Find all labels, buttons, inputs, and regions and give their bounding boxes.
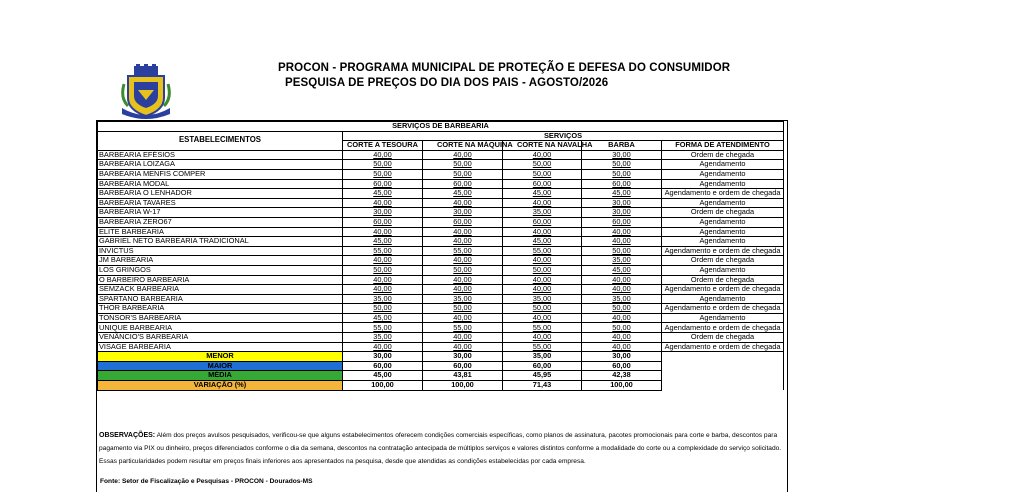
price-cell: 50,00 — [503, 169, 582, 179]
coat-of-arms-logo-icon — [120, 64, 172, 120]
summary-row — [98, 371, 784, 381]
price-cell: 50,00 — [343, 265, 423, 275]
service-mode: Agendamento — [662, 265, 784, 275]
price-cell: 50,00 — [423, 160, 503, 170]
establishment-name: BARBEARIA EFÉSIOS — [98, 150, 343, 160]
page-title: PROCON - PROGRAMA MUNICIPAL DE PROTEÇÃO E DEFESA DO CONSUMIDOR — [278, 62, 731, 74]
price-cell: 40,00 — [503, 333, 582, 343]
price-cell: 50,00 — [582, 169, 662, 179]
price-cell: 60,00 — [582, 179, 662, 189]
summary-value: 35,00 — [503, 352, 582, 362]
summary-value: 100,00 — [423, 381, 503, 391]
price-cell: 40,00 — [582, 342, 662, 352]
establishment-name: THOR BARBEARIA — [98, 304, 343, 314]
table-row — [98, 285, 784, 295]
price-cell: 60,00 — [582, 217, 662, 227]
establishment-name: BARBEARIA TAVARES — [98, 198, 343, 208]
establishment-name: UNIQUE BARBEARIA — [98, 323, 343, 333]
table-row — [98, 323, 784, 333]
price-cell: 50,00 — [343, 304, 423, 314]
price-cell: 50,00 — [582, 304, 662, 314]
summary-value: 30,00 — [343, 352, 423, 362]
establishment-name: GABRIEL NETO BARBEARIA TRADICIONAL — [98, 237, 343, 247]
price-cell: 35,00 — [423, 294, 503, 304]
table-row — [98, 217, 784, 227]
price-cell: 55,00 — [503, 342, 582, 352]
service-mode: Ordem de chegada — [662, 150, 784, 160]
table-row — [98, 237, 784, 247]
price-cell: 40,00 — [343, 150, 423, 160]
price-cell: 40,00 — [582, 275, 662, 285]
establishment-name: BARBEARIA LOIZAGA — [98, 160, 343, 170]
establishment-name: VISAGE BARBEARIA — [98, 342, 343, 352]
price-cell: 50,00 — [582, 160, 662, 170]
price-cell: 40,00 — [343, 342, 423, 352]
summary-label: MÉDIA — [98, 371, 343, 381]
price-cell: 40,00 — [343, 256, 423, 266]
observations-text: Além dos preços avulsos pesquisados, verificou-se que alguns estabelecimentos oferecem condições comerciais específicas, como planos de assinatura, pacotes promocionais para corte e barba, descontos para pagamento via PIX ou dinheiro, preços diferenciados conforme o dia da semana, descontos na contratação antecipada de múltiplos serviços e valores distintos conforme a modalidade do corte ou a complexidade do serviço solicitado. Essas particularidades podem resultar em preços finais inferiores aos apresentados na pesquisa, desde que atendidas as condições estabelecidas por cada empresa. — [99, 432, 782, 465]
price-cell: 40,00 — [423, 275, 503, 285]
price-cell: 55,00 — [343, 246, 423, 256]
establishment-name: VENÂNCIO'S BARBEARIA — [98, 333, 343, 343]
price-cell: 50,00 — [343, 169, 423, 179]
price-cell: 40,00 — [503, 275, 582, 285]
establishment-name: BARBEARIA MODAL — [98, 179, 343, 189]
service-mode: Agendamento e ordem de chegada — [662, 285, 784, 295]
price-cell: 40,00 — [582, 237, 662, 247]
price-cell: 40,00 — [423, 333, 503, 343]
footer-source: Fonte: Setor de Fiscalização e Pesquisas - PROCON - Dourados-MS — [100, 478, 313, 485]
table-row — [98, 256, 784, 266]
price-cell: 35,00 — [503, 294, 582, 304]
table-row — [98, 169, 784, 179]
establishment-name: BARBEARIA ZERO67 — [98, 217, 343, 227]
service-mode: Agendamento — [662, 198, 784, 208]
price-cell: 40,00 — [343, 275, 423, 285]
price-cell: 30,00 — [582, 150, 662, 160]
service-mode: Agendamento e ordem de chegada — [662, 304, 784, 314]
price-cell: 45,00 — [343, 237, 423, 247]
establishment-name: SEMZACK BARBEARIA — [98, 285, 343, 295]
service-mode: Ordem de chegada — [662, 256, 784, 266]
price-cell: 50,00 — [423, 304, 503, 314]
table-row — [98, 304, 784, 314]
col-header: FORMA DE ATENDIMENTO — [662, 141, 784, 151]
observations — [99, 429, 783, 468]
service-mode: Ordem de chegada — [662, 208, 784, 218]
price-cell: 40,00 — [423, 313, 503, 323]
price-cell: 60,00 — [343, 179, 423, 189]
service-mode: Agendamento e ordem de chegada — [662, 189, 784, 199]
establishment-name: LOS GRINGOS — [98, 265, 343, 275]
price-cell: 45,00 — [503, 189, 582, 199]
price-cell: 55,00 — [423, 323, 503, 333]
price-cell: 50,00 — [582, 246, 662, 256]
price-cell: 40,00 — [582, 313, 662, 323]
summary-blank — [662, 352, 784, 362]
service-mode: Agendamento e ordem de chegada — [662, 246, 784, 256]
price-cell: 50,00 — [343, 160, 423, 170]
summary-value: 60,00 — [582, 361, 662, 371]
service-mode: Agendamento — [662, 237, 784, 247]
price-cell: 55,00 — [343, 323, 423, 333]
summary-value: 45,00 — [343, 371, 423, 381]
price-cell: 50,00 — [582, 323, 662, 333]
price-table — [97, 121, 784, 391]
price-cell: 40,00 — [343, 198, 423, 208]
price-cell: 40,00 — [343, 227, 423, 237]
establishment-name: BARBEARIA O LENHADOR — [98, 189, 343, 199]
price-cell: 55,00 — [503, 246, 582, 256]
price-cell: 35,00 — [503, 208, 582, 218]
price-cell: 40,00 — [423, 150, 503, 160]
summary-value: 60,00 — [423, 361, 503, 371]
service-mode: Agendamento — [662, 227, 784, 237]
service-mode: Agendamento — [662, 217, 784, 227]
col-header: CORTE A TESOURA — [343, 141, 423, 151]
table-row — [98, 198, 784, 208]
summary-value: 71,43 — [503, 381, 582, 391]
summary-label: VARIAÇÃO (%) — [98, 381, 343, 391]
price-cell: 50,00 — [423, 265, 503, 275]
table-row — [98, 333, 784, 343]
price-cell: 40,00 — [503, 285, 582, 295]
table-row — [98, 160, 784, 170]
table-row — [98, 189, 784, 199]
summary-value: 60,00 — [343, 361, 423, 371]
price-cell: 30,00 — [582, 198, 662, 208]
table-row — [98, 313, 784, 323]
summary-blank — [662, 361, 784, 371]
summary-value: 100,00 — [343, 381, 423, 391]
establishment-name: SPARTANO BARBEARIA — [98, 294, 343, 304]
service-mode: Ordem de chegada — [662, 333, 784, 343]
price-cell: 60,00 — [503, 217, 582, 227]
price-cell: 45,00 — [503, 237, 582, 247]
service-mode: Ordem de chegada — [662, 275, 784, 285]
price-cell: 30,00 — [343, 208, 423, 218]
price-cell: 40,00 — [503, 256, 582, 266]
price-cell: 50,00 — [503, 265, 582, 275]
table-row — [98, 179, 784, 189]
price-cell: 30,00 — [423, 208, 503, 218]
table-row — [98, 265, 784, 275]
summary-value: 30,00 — [423, 352, 503, 362]
summary-row — [98, 352, 784, 362]
summary-label: MAIOR — [98, 361, 343, 371]
report-frame — [96, 120, 788, 492]
table-row — [98, 246, 784, 256]
price-cell: 45,00 — [582, 189, 662, 199]
price-cell: 45,00 — [423, 189, 503, 199]
price-cell: 40,00 — [423, 256, 503, 266]
price-cell: 40,00 — [423, 285, 503, 295]
establishment-name: JM BARBEARIA — [98, 256, 343, 266]
price-cell: 35,00 — [343, 333, 423, 343]
establishment-name: BARBEARIA W-17 — [98, 208, 343, 218]
service-mode: Agendamento — [662, 160, 784, 170]
price-cell: 30,00 — [582, 208, 662, 218]
price-cell: 55,00 — [503, 323, 582, 333]
service-mode: Agendamento e ordem de chegada — [662, 342, 784, 352]
price-cell: 35,00 — [343, 294, 423, 304]
price-cell: 50,00 — [423, 169, 503, 179]
price-cell: 50,00 — [503, 304, 582, 314]
price-cell: 40,00 — [423, 227, 503, 237]
service-mode: Agendamento e ordem de chegada — [662, 323, 784, 333]
price-cell: 35,00 — [582, 256, 662, 266]
price-cell: 40,00 — [503, 313, 582, 323]
price-cell: 40,00 — [503, 150, 582, 160]
col-header-services: SERVIÇOS — [343, 131, 784, 141]
summary-blank — [662, 381, 784, 391]
price-cell: 60,00 — [343, 217, 423, 227]
summary-value: 42,38 — [582, 371, 662, 381]
summary-value: 100,00 — [582, 381, 662, 391]
price-cell: 40,00 — [423, 342, 503, 352]
price-cell: 40,00 — [343, 285, 423, 295]
table-row — [98, 208, 784, 218]
table-row — [98, 275, 784, 285]
page-subtitle: PESQUISA DE PREÇOS DO DIA DOS PAIS - AGOSTO/2026 — [285, 77, 609, 89]
summary-label: MENOR — [98, 352, 343, 362]
table-row — [98, 342, 784, 352]
col-header: CORTE NA NAVALHA — [503, 141, 582, 151]
price-cell: 45,00 — [582, 265, 662, 275]
price-cell: 40,00 — [423, 198, 503, 208]
table-row — [98, 150, 784, 160]
price-cell: 40,00 — [582, 285, 662, 295]
col-header: CORTE NA MÁQUINA — [423, 141, 503, 151]
summary-value: 60,00 — [503, 361, 582, 371]
price-cell: 60,00 — [503, 179, 582, 189]
price-cell: 40,00 — [503, 198, 582, 208]
price-cell: 35,00 — [582, 294, 662, 304]
summary-row — [98, 361, 784, 371]
table-title: SERVIÇOS DE BARBEARIA — [98, 122, 784, 132]
price-cell: 40,00 — [423, 237, 503, 247]
price-cell: 45,00 — [343, 313, 423, 323]
table-row — [98, 227, 784, 237]
summary-value: 43,81 — [423, 371, 503, 381]
col-header: BARBA — [582, 141, 662, 151]
price-cell: 60,00 — [423, 179, 503, 189]
establishment-name: INVICTUS — [98, 246, 343, 256]
observations-label: OBSERVAÇÕES: — [99, 432, 156, 439]
summary-value: 45,95 — [503, 371, 582, 381]
price-cell: 40,00 — [503, 227, 582, 237]
table-row — [98, 294, 784, 304]
price-cell: 50,00 — [503, 160, 582, 170]
service-mode: Agendamento — [662, 313, 784, 323]
col-header-establishments: ESTABELECIMENTOS — [98, 131, 343, 150]
establishment-name: O BARBEIRO BARBEARIA — [98, 275, 343, 285]
price-cell: 60,00 — [423, 217, 503, 227]
summary-row — [98, 381, 784, 391]
establishment-name: TONSOR'S BARBEARIA — [98, 313, 343, 323]
summary-blank — [662, 371, 784, 381]
price-cell: 55,00 — [423, 246, 503, 256]
establishment-name: ELITE BARBEARIA — [98, 227, 343, 237]
service-mode: Agendamento — [662, 169, 784, 179]
service-mode: Agendamento — [662, 294, 784, 304]
service-mode: Agendamento — [662, 179, 784, 189]
price-cell: 40,00 — [582, 333, 662, 343]
summary-value: 30,00 — [582, 352, 662, 362]
price-cell: 40,00 — [582, 227, 662, 237]
price-cell: 45,00 — [343, 189, 423, 199]
establishment-name: BARBEARIA MENFIS COMPER — [98, 169, 343, 179]
